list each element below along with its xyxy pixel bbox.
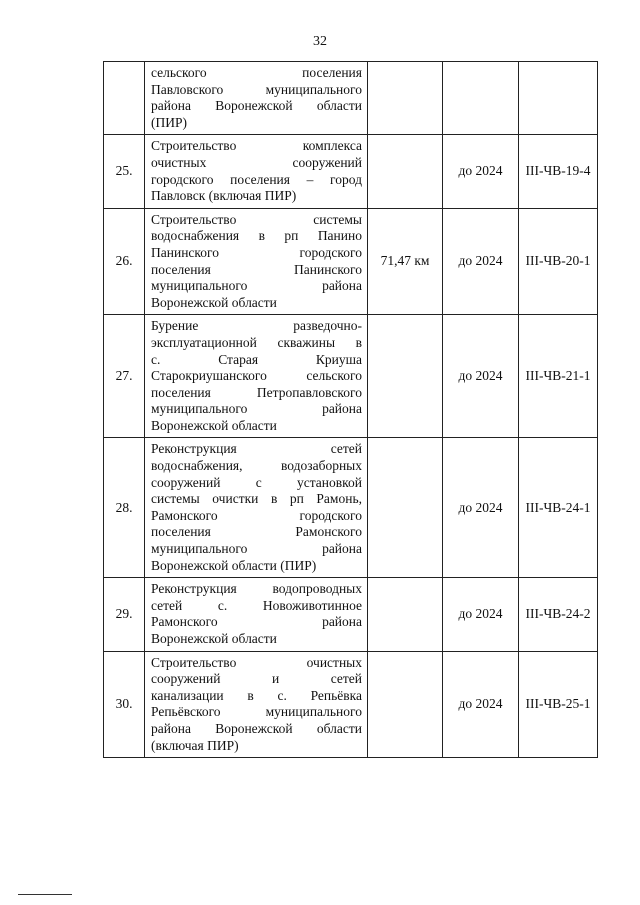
project-name-word: эксплуатационной [151,334,257,350]
project-name-word: сооружений [151,671,221,687]
project-name-cell [145,578,368,651]
project-name-word: области [231,294,277,310]
project-name-word: водоснабжения [151,228,240,244]
project-name-line [151,188,362,205]
project-name-word: муниципального [265,704,362,720]
project-name-cell [145,315,368,438]
project-name-word: и [271,671,280,687]
project-name-word: в [355,334,362,350]
project-name-line [151,212,362,229]
deadline-cell: до 2024 [443,315,519,438]
project-name-word: поселения [151,384,211,400]
project-name-line [151,82,362,99]
deadline-cell [443,62,519,135]
deadline-cell: до 2024 [443,651,519,758]
length-cell [368,315,443,438]
project-name-word: Панино [317,228,362,244]
project-name-word: Криуша [315,351,362,367]
project-name-word: Строительство [151,654,237,670]
project-name-text [145,135,367,207]
project-code-cell: III-ЧВ-24-2 [519,578,598,651]
project-name-word: сооружений [292,154,362,170]
project-name-line [151,721,362,738]
length-cell [368,62,443,135]
project-name-text [145,315,367,437]
project-name-word: Петропавловского [256,384,362,400]
project-name-word: – [306,171,314,187]
length-cell: 71,47 км [368,208,443,315]
table-row [104,315,598,438]
project-name-line [151,738,362,755]
project-name-word: очистных [151,154,207,170]
project-name-word: водопроводных [272,581,362,597]
length-cell [368,651,443,758]
page-number: 32 [313,34,327,49]
project-name-text [145,652,367,758]
project-name-word: сооружений [151,474,221,490]
project-name-word: установкой [296,474,362,490]
project-name-word: сельского [306,368,362,384]
project-name-word: канализации [151,687,224,703]
project-code-cell: III-ЧВ-20-1 [519,208,598,315]
project-name-line [151,581,362,598]
project-name-word: района [322,614,362,630]
footnote-divider [18,894,72,895]
deadline-cell: до 2024 [443,208,519,315]
row-number-cell [104,62,145,135]
project-name-word: с [255,474,262,490]
project-name-word: в [270,491,278,507]
project-name-line [151,704,362,721]
project-name-word: очистки [212,491,259,507]
project-name-line [151,368,362,385]
project-name-line [151,688,362,705]
project-name-word: (ПИР) [151,114,187,130]
project-name-word: области [231,631,277,646]
project-name-word: поселения [230,171,290,187]
project-name-text [145,438,367,577]
length-cell [368,438,443,578]
project-name-word: поселения [151,524,211,540]
project-name-word: ПИР) [207,737,239,753]
project-name-word: рп [284,228,299,244]
project-name-word: Рамонского [151,507,218,523]
table-row [104,208,598,315]
project-name-word: муниципального [151,401,248,417]
project-name-line [151,335,362,352]
project-name-line [151,631,362,648]
project-name-word: системы [313,211,362,227]
project-name-word: Репьёвского [151,704,221,720]
project-name-word: Рамонского [295,524,362,540]
project-name-line [151,508,362,525]
project-name-line [151,172,362,189]
project-name-line [151,295,362,312]
project-name-word: Новоживотинное [262,597,362,613]
project-name-word: Рамонь, [316,491,362,507]
project-name-word: системы [151,491,200,507]
row-number-cell: 26. [104,208,145,315]
project-name-word: водоснабжения, [151,458,243,474]
project-code-cell [519,62,598,135]
project-name-word: (включая [151,737,204,753]
row-number-cell: 29. [104,578,145,651]
project-name-word: с. [217,597,228,613]
project-name-cell [145,651,368,758]
project-name-word: Панинского [151,244,219,260]
project-name-text [145,62,367,134]
project-name-line [151,401,362,418]
project-name-text [145,209,367,315]
project-code-cell: III-ЧВ-24-1 [519,438,598,578]
project-name-word: с. [151,351,161,367]
project-name-word: Старая [218,351,259,367]
table-row [104,135,598,208]
project-name-line [151,385,362,402]
project-name-cell [145,438,368,578]
table-body [104,62,598,758]
project-name-word: (ПИР) [280,557,317,573]
project-name-word: Воронежской [215,720,293,736]
row-number-cell: 30. [104,651,145,758]
project-name-word: области [231,417,277,433]
project-name-word: сетей [330,671,362,687]
project-name-line [151,614,362,631]
project-name-word: водозаборных [281,458,362,474]
project-name-line [151,262,362,279]
project-name-word: Павловского [151,81,224,97]
length-cell [368,578,443,651]
project-name-word: Воронежской [215,98,293,114]
project-name-word: Реконструкция [151,581,237,597]
project-name-word: района [322,541,362,557]
project-name-word: района [151,720,191,736]
project-name-line [151,98,362,115]
table-row [104,578,598,651]
project-name-word: городского [299,244,362,260]
project-name-line [151,655,362,672]
project-name-line [151,318,362,335]
project-name-line [151,475,362,492]
project-name-line [151,491,362,508]
project-name-word: Рамонского [151,614,218,630]
project-name-word: Воронежской [151,557,229,573]
project-name-line [151,138,362,155]
deadline-cell: до 2024 [443,438,519,578]
project-name-line [151,352,362,369]
project-name-word: Воронежской [151,294,229,310]
project-name-line [151,458,362,475]
project-name-word: Старокриушанского [151,368,267,384]
project-name-line [151,228,362,245]
project-name-word: в [247,687,254,703]
project-name-word: Бурение [151,318,199,334]
project-name-line [151,598,362,615]
row-number-cell: 25. [104,135,145,208]
project-name-word: области [231,557,277,573]
project-name-text [145,578,367,650]
project-name-word: Панинского [294,261,362,277]
project-name-word: скважины [277,334,336,350]
project-name-line [151,558,362,575]
row-number-cell: 27. [104,315,145,438]
projects-table [103,61,598,758]
table-row [104,62,598,135]
project-name-word: Репьёвка [310,687,362,703]
project-name-word: разведочно- [293,318,362,334]
project-name-word: Строительство [151,211,237,227]
project-name-word: с. [277,687,287,703]
project-name-word: ПИР) [264,188,297,204]
project-name-word: Реконструкция [151,441,237,457]
project-name-word: комплекса [302,138,362,154]
project-name-word: области [316,720,362,736]
project-name-word: в [258,228,265,244]
project-name-word: муниципального [151,278,248,294]
project-name-line [151,671,362,688]
project-name-word: поселения [151,261,211,277]
project-name-word: город [330,171,362,187]
project-name-cell [145,208,368,315]
table-row [104,651,598,758]
project-name-word: Павловск [151,188,206,204]
project-name-word: Воронежской [151,631,229,646]
project-name-line [151,441,362,458]
project-code-cell: III-ЧВ-21-1 [519,315,598,438]
project-name-line [151,418,362,435]
project-name-line [151,155,362,172]
project-name-line [151,65,362,82]
project-name-word: Воронежской [151,417,229,433]
deadline-cell: до 2024 [443,135,519,208]
project-name-word: района [322,401,362,417]
project-name-word: муниципального [151,541,248,557]
project-name-cell [145,62,368,135]
project-name-word: сетей [330,441,362,457]
project-name-word: района [151,98,191,114]
project-name-word: (включая [208,188,262,204]
project-name-word: области [316,98,362,114]
length-cell [368,135,443,208]
project-name-word: городского [299,507,362,523]
project-name-line [151,115,362,132]
project-name-word: муниципального [265,81,362,97]
project-name-word: Строительство [151,138,237,154]
project-name-line [151,245,362,262]
project-name-line [151,541,362,558]
project-code-cell: III-ЧВ-19-4 [519,135,598,208]
project-name-word: поселения [302,65,362,80]
project-name-line [151,278,362,295]
project-name-word: очистных [306,654,362,670]
project-name-word: рп [289,491,304,507]
table-row [104,438,598,578]
project-name-cell [145,135,368,208]
row-number-cell: 28. [104,438,145,578]
project-name-word: района [322,278,362,294]
project-name-word: сельского [151,65,207,80]
project-name-line [151,524,362,541]
project-name-word: сетей [151,597,183,613]
project-code-cell: III-ЧВ-25-1 [519,651,598,758]
deadline-cell: до 2024 [443,578,519,651]
project-name-word: городского [151,171,214,187]
